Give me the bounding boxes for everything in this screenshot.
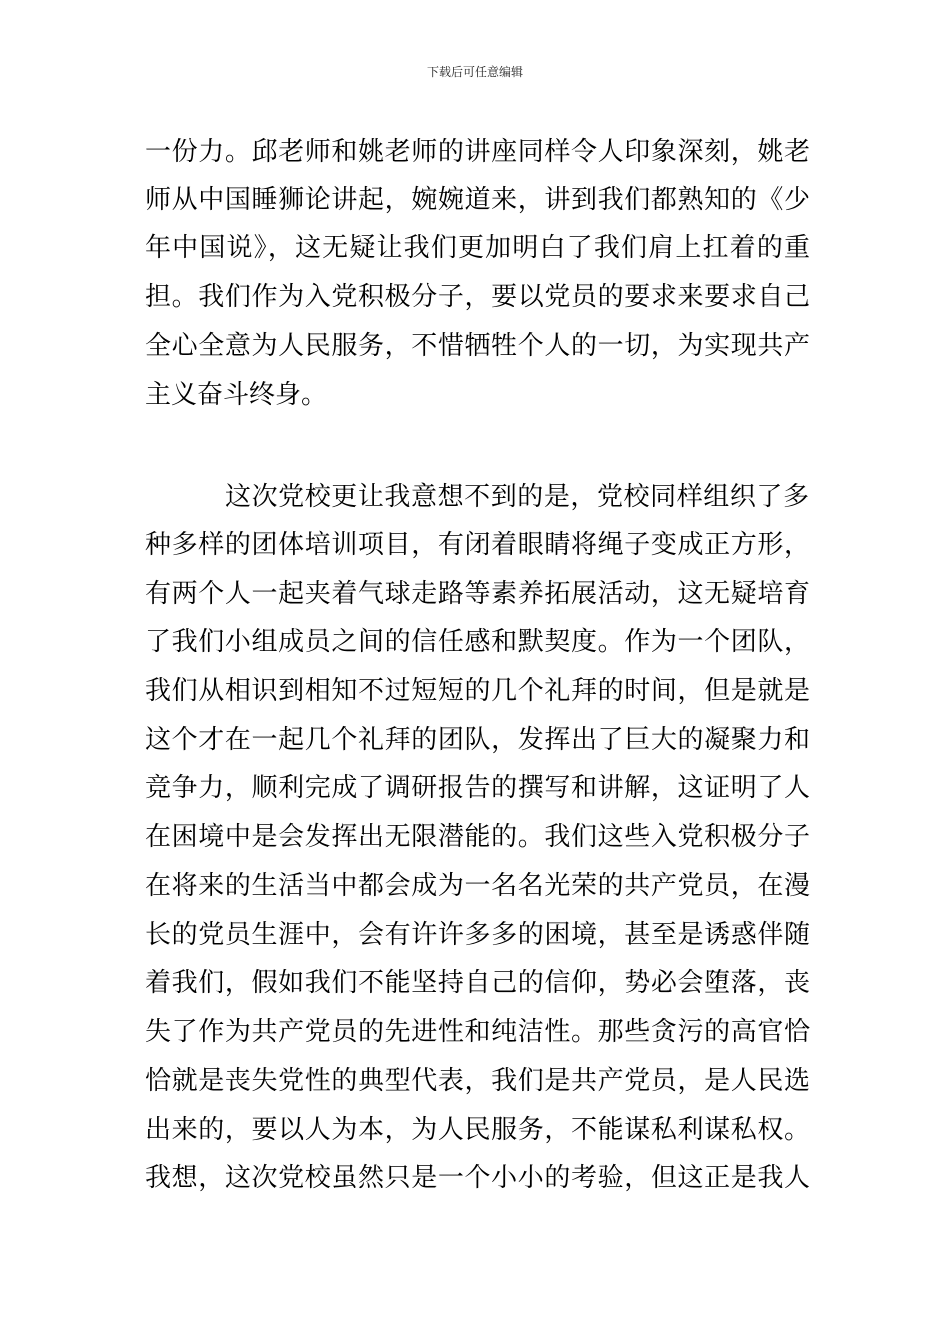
paragraph-2-line-10: 长的党员生涯中，会有许许多多的困境，甚至是诱惑伴随 bbox=[145, 920, 810, 950]
paragraph-2-line-6: 这个才在一起几个礼拜的团队，发挥出了巨大的凝聚力和 bbox=[145, 725, 810, 755]
paragraph-2-line-13: 恰就是丧失党性的典型代表，我们是共产党员，是人民选 bbox=[145, 1066, 810, 1096]
paragraph-2-line-3: 有两个人一起夹着气球走路等素养拓展活动，这无疑培育 bbox=[145, 579, 810, 609]
paragraph-2-line-7: 竞争力，顺利完成了调研报告的撰写和讲解，这证明了人 bbox=[145, 773, 810, 803]
paragraph-1-line-5: 全心全意为人民服务，不惜牺牲个人的一切，为实现共产 bbox=[145, 331, 810, 361]
paragraph-2-line-1: 这次党校更让我意想不到的是，党校同样组织了多 bbox=[225, 482, 809, 512]
paragraph-2-line-9: 在将来的生活当中都会成为一名名光荣的共产党员，在漫 bbox=[145, 871, 810, 901]
paragraph-1-line-4: 担。我们作为入党积极分子，要以党员的要求来要求自己 bbox=[145, 282, 810, 312]
paragraph-2-line-14: 出来的，要以人为本，为人民服务，不能谋私利谋私权。 bbox=[145, 1115, 810, 1145]
paragraph-2-line-15: 我想，这次党校虽然只是一个小小的考验，但这正是我人 bbox=[145, 1163, 810, 1193]
paragraph-2-line-4: 了我们小组成员之间的信任感和默契度。作为一个团队， bbox=[145, 627, 810, 657]
paragraph-1-line-1: 一份力。邱老师和姚老师的讲座同样令人印象深刻，姚老 bbox=[145, 137, 810, 167]
page-header: 下载后可任意编辑 bbox=[426, 65, 523, 79]
paragraph-1-line-2: 师从中国睡狮论讲起，婉婉道来，讲到我们都熟知的《少 bbox=[145, 185, 810, 215]
paragraph-2-line-12: 失了作为共产党员的先进性和纯洁性。那些贪污的高官恰 bbox=[145, 1017, 810, 1047]
paragraph-1-line-6: 主义奋斗终身。 bbox=[145, 380, 328, 410]
paragraph-2-line-11: 着我们，假如我们不能坚持自己的信仰，势必会堕落，丧 bbox=[145, 968, 810, 998]
paragraph-1-line-3: 年中国说》，这无疑让我们更加明白了我们肩上扛着的重 bbox=[145, 233, 810, 263]
paragraph-2-line-2: 种多样的团体培训项目，有闭着眼睛将绳子变成正方形， bbox=[145, 530, 810, 560]
paragraph-2-line-5: 我们从相识到相知不过短短的几个礼拜的时间，但是就是 bbox=[145, 676, 810, 706]
paragraph-2-line-8: 在困境中是会发挥出无限潜能的。我们这些入党积极分子 bbox=[145, 822, 810, 852]
